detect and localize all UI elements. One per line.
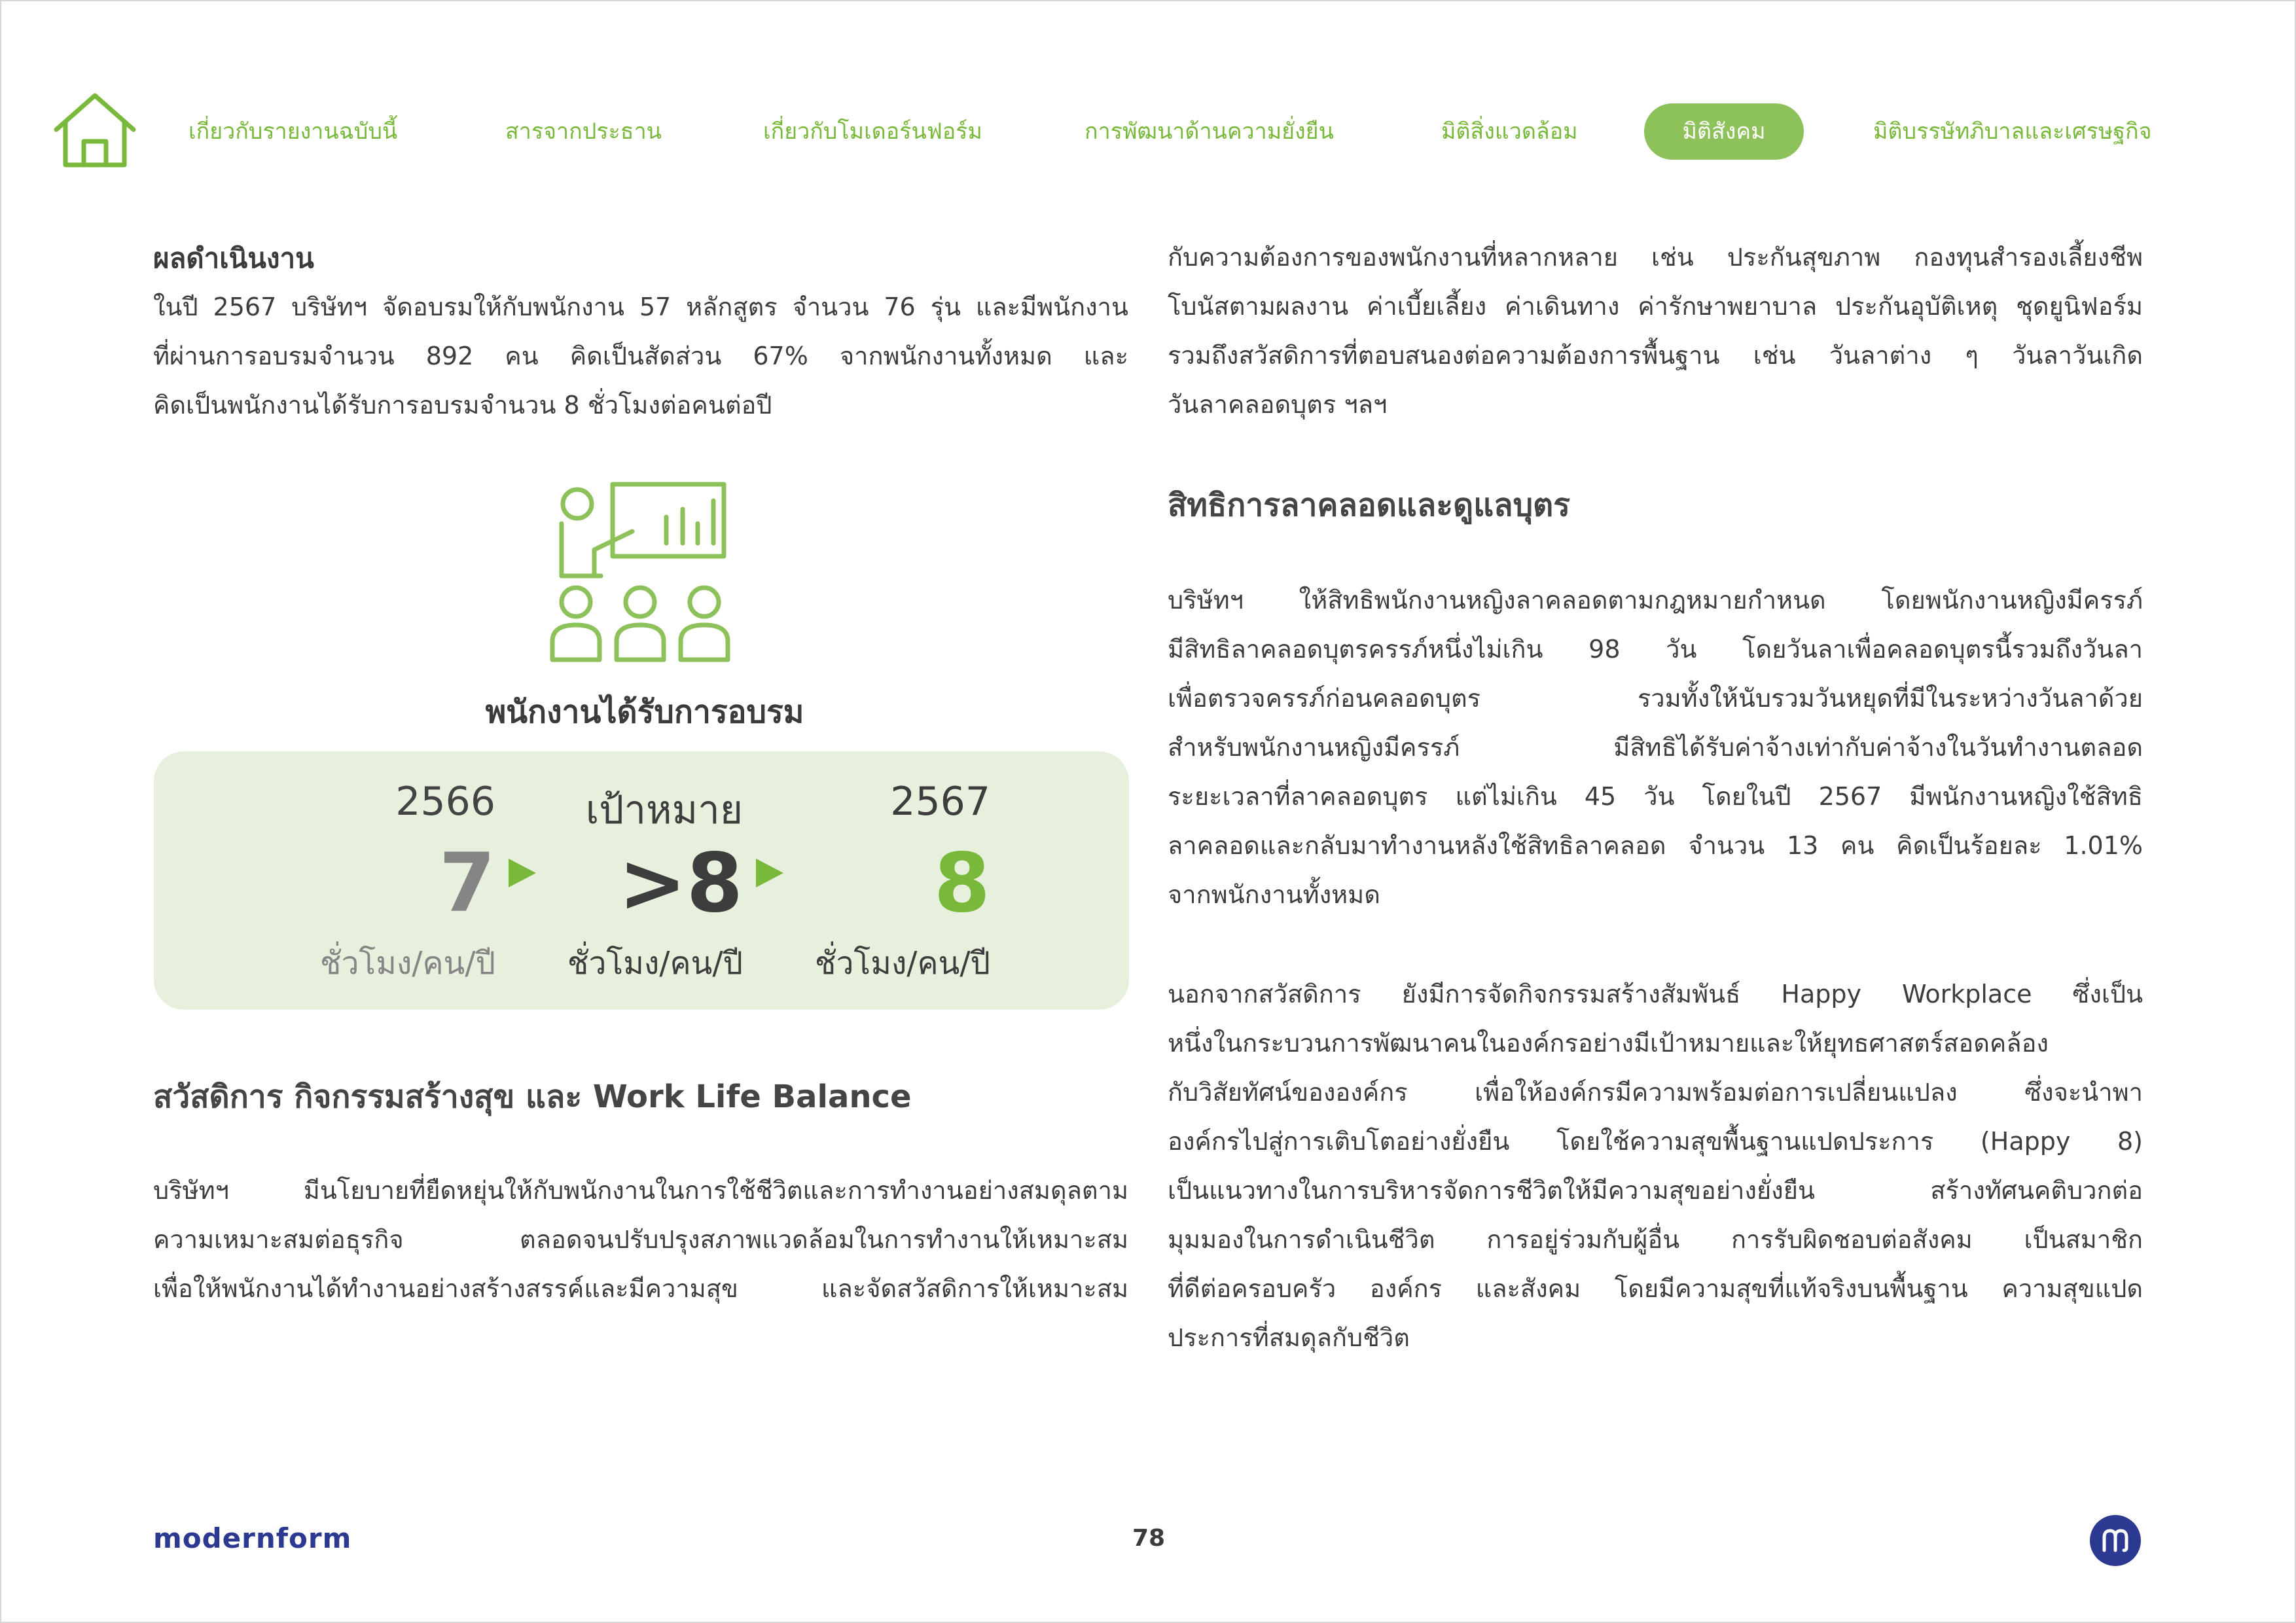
kpi-unit-2567: ชั่วโมง/คน/ปี: [814, 945, 990, 982]
maternity-heading: สิทธิการลาคลอดและดูแลบุตร: [1168, 487, 1570, 524]
performance-heading: ผลดำเนินงาน: [153, 242, 314, 274]
text-line: โบนัสตามผลงาน ค่าเบี้ยเลี้ยง ค่าเดินทาง ค่ารักษาพยาบาล ประกันอุบัติเหตุ ชุดยูนิฟอร์ม: [1168, 292, 2143, 321]
text-line: เพื่อให้พนักงานได้ทำงานอย่างสร้างสรรค์และมีความสุข และจัดสวัสดิการให้เหมาะสม: [153, 1274, 1128, 1303]
maternity-paragraph: [1168, 576, 2143, 919]
text-line: ที่ดีต่อครอบครัว องค์กร และสังคม โดยมีความสุขที่แท้จริงบนพื้นฐาน ความสุขแปด: [1168, 1274, 2143, 1303]
training-title: พนักงานได้รับการอบรม: [485, 694, 804, 730]
text-line: ประการที่สมดุลกับชีวิต: [1168, 1323, 1410, 1352]
text-line: ลาคลอดและกลับมาทำงานหลังใช้สิทธิลาคลอด จำนวน 13 คน คิดเป็นร้อยละ 1.01%: [1168, 831, 2143, 860]
text-line: หนึ่งในกระบวนการพัฒนาคนในองค์กรอย่างมีเป้าหมายและให้ยุทธศาสตร์สอดคล้อง: [1168, 1029, 2049, 1058]
text-line: ที่ผ่านการอบรมจำนวน 892 คน คิดเป็นสัดส่วน 67% จากพนักงานทั้งหมด และ: [153, 342, 1128, 370]
text-line: องค์กรไปสู่การเติบโตอย่างยั่งยืน โดยใช้ความสุขพื้นฐานแปดประการ (Happy 8): [1168, 1127, 2143, 1156]
text-line: บริษัทฯ มีนโยบายที่ยืดหยุ่นให้กับพนักงานในการใช้ชีวิตและการทำงานอย่างสมดุลตาม: [153, 1176, 1128, 1205]
modernform-logo-icon[interactable]: [2090, 1515, 2141, 1566]
text-line: เป็นแนวทางในการบริหารจัดการชีวิตให้มีความสุขอย่างยั่งยืน สร้างทัศนคติบวกต่อ: [1168, 1176, 2143, 1205]
kpi-unit-2566: ชั่วโมง/คน/ปี: [319, 945, 495, 982]
top-navigation: [0, 103, 2296, 160]
text-line: บริษัทฯ ให้สิทธิพนักงานหญิงลาคลอดตามกฎหมายกำหนด โดยพนักงานหญิงมีครรภ์: [1168, 586, 2143, 615]
text-line: ระยะเวลาที่ลาคลอดบุตร แต่ไม่เกิน 45 วัน โดยในปี 2567 มีพนักงานหญิงใช้สิทธิ: [1168, 782, 2143, 811]
page-number: 78: [1132, 1525, 1166, 1552]
text-line: วันลาคลอดบุตร ฯลฯ: [1168, 390, 1388, 419]
nav-sustainability[interactable]: การพัฒนาด้านความยั่งยืน: [1085, 118, 1334, 145]
nav-about-modernform[interactable]: เกี่ยวกับโมเดอร์นฟอร์ม: [763, 118, 982, 145]
kpi-unit-target: ชั่วโมง/คน/ปี: [567, 945, 743, 982]
welfare-paragraph: [153, 1166, 1128, 1313]
text-line: เพื่อตรวจครรภ์ก่อนคลอดบุตร รวมทั้งให้นับรวมวันหยุดที่มีในระหว่างวันลาด้วย: [1168, 684, 2143, 713]
text-line: สำหรับพนักงานหญิงมีครรภ์ มีสิทธิได้รับค่าจ้างเท่ากับค่าจ้างในวันทำงานตลอด: [1168, 733, 2143, 762]
performance-paragraph: [153, 283, 1128, 430]
text-line: คิดเป็นพนักงานได้รับการอบรมจำนวน 8 ชั่วโมงต่อคนต่อปี: [153, 391, 772, 419]
text-line: มีสิทธิลาคลอดบุตรครรภ์หนึ่งไม่เกิน 98 วัน โดยวันลาเพื่อคลอดบุตรนี้รวมถึงวันลา: [1168, 635, 2143, 664]
nav-social[interactable]: มิติสังคม: [1644, 103, 1804, 160]
text-line: มุมมองในการดำเนินชีวิต การอยู่ร่วมกับผู้อื่น การรับผิดชอบต่อสังคม เป็นสมาชิก: [1168, 1225, 2143, 1254]
kpi-label-2566: 2566: [395, 779, 495, 825]
kpi-value-2566: 7: [439, 836, 495, 931]
training-presentation-icon: [548, 478, 732, 668]
nav-about-report[interactable]: เกี่ยวกับรายงานฉบับนี้: [188, 118, 398, 145]
brand-wordmark: modernform: [153, 1522, 352, 1554]
kpi-value-target: >8: [618, 836, 743, 931]
text-line: ความเหมาะสมต่อธุรกิจ ตลอดจนปรับปรุงสภาพแวดล้อมในการทำงานให้เหมาะสม: [153, 1225, 1128, 1254]
kpi-value-2567: 8: [933, 836, 990, 931]
nav-chairman-message[interactable]: สารจากประธาน: [505, 118, 662, 145]
kpi-label-2567: 2567: [890, 779, 990, 825]
training-kpi-box: [154, 751, 1129, 1010]
happy-workplace-paragraph: [1168, 970, 2143, 1363]
text-line: ในปี 2567 บริษัทฯ จัดอบรมให้กับพนักงาน 57 หลักสูตร จำนวน 76 รุ่น และมีพนักงาน: [153, 293, 1128, 321]
text-line: กับความต้องการของพนักงานที่หลากหลาย เช่น ประกันสุขภาพ กองทุนสำรองเลี้ยงชีพ: [1168, 243, 2143, 272]
text-line: รวมถึงสวัสดิการที่ตอบสนองต่อความต้องการพื้นฐาน เช่น วันลาต่าง ๆ วันลาวันเกิด: [1168, 341, 2143, 370]
kpi-label-target: เป้าหมาย: [585, 787, 743, 833]
text-line: จากพนักงานทั้งหมด: [1168, 880, 1380, 909]
text-line: กับวิสัยทัศน์ขององค์กร เพื่อให้องค์กรมีความพร้อมต่อการเปลี่ยนแปลง ซึ่งจะนำพา: [1168, 1078, 2143, 1107]
arrow-right-icon: [756, 859, 783, 887]
nav-environment[interactable]: มิติสิ่งแวดล้อม: [1441, 118, 1578, 145]
nav-governance-economy[interactable]: มิติบรรษัทภิบาลและเศรษฐกิจ: [1873, 118, 2152, 145]
welfare-continued-paragraph: [1168, 233, 2143, 429]
welfare-heading: สวัสดิการ กิจกรรมสร้างสุข และ Work Life Balance: [153, 1079, 912, 1115]
text-line: นอกจากสวัสดิการ ยังมีการจัดกิจกรรมสร้างสัมพันธ์ Happy Workplace ซึ่งเป็น: [1168, 980, 2143, 1008]
